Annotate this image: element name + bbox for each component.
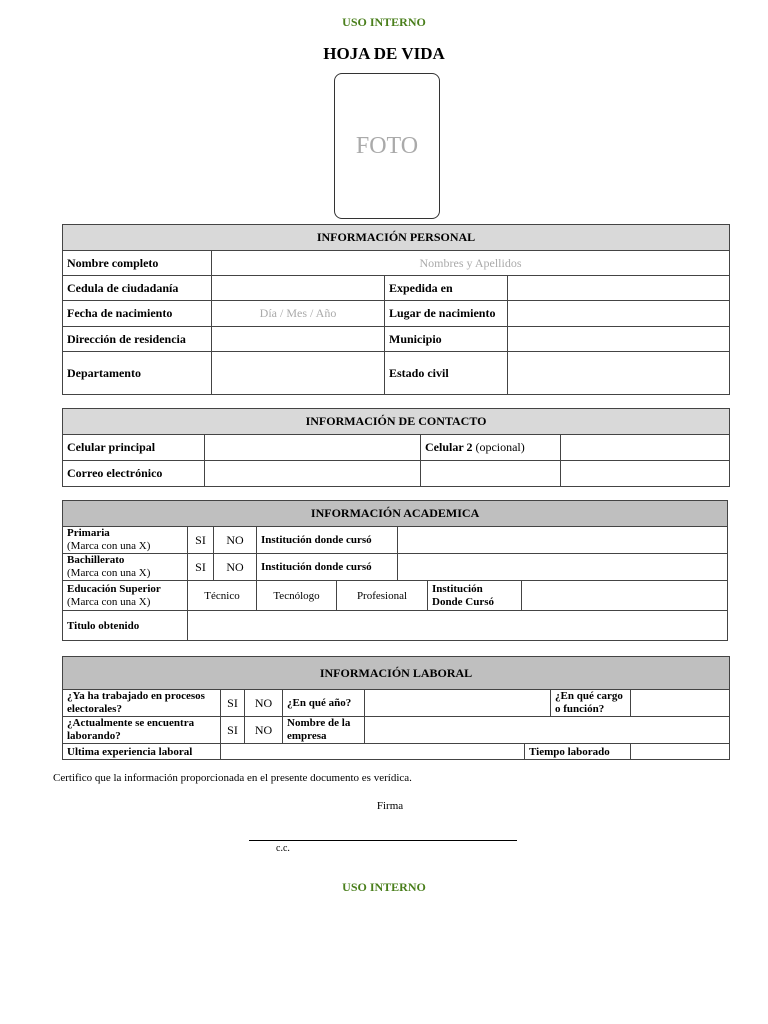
time-worked-field[interactable]	[631, 744, 730, 760]
certify-statement: Certifico que la información proporcionada en el presente documento es verídica.	[53, 772, 412, 784]
primary-institution-field[interactable]	[398, 527, 728, 554]
currently-no-checkbox[interactable]: NO	[245, 717, 283, 744]
internal-use-label-bottom: USO INTERNO	[342, 880, 426, 894]
contact-info-heading: INFORMACIÓN DE CONTACTO	[63, 409, 730, 435]
time-worked-label: Tiempo laborado	[525, 744, 631, 760]
technologist-option[interactable]: Tecnólogo	[257, 581, 337, 611]
primary-title: Primaria	[67, 527, 110, 539]
personal-info-heading: INFORMACIÓN PERSONAL	[63, 225, 730, 251]
email-extra-cell[interactable]	[421, 461, 561, 487]
photo-label: FOTO	[355, 132, 419, 159]
worked-no-checkbox[interactable]: NO	[245, 690, 283, 717]
what-role-label: ¿En qué cargo o función?	[551, 690, 631, 717]
birth-place-field[interactable]	[508, 301, 730, 327]
last-experience-label: Ultima experiencia laboral	[63, 744, 221, 760]
academic-info-heading: INFORMACIÓN ACADEMICA	[63, 501, 728, 527]
phone2-label-note: (opcional)	[472, 440, 525, 454]
cc-label: c.c.	[276, 843, 290, 854]
photo-placeholder[interactable]	[334, 73, 440, 219]
id-card-field[interactable]	[212, 276, 385, 301]
work-info-table	[62, 656, 730, 760]
municipality-label: Municipio	[385, 327, 508, 352]
worked-processes-label: ¿Ya ha trabajado en procesos electorales?	[63, 690, 221, 717]
primary-yes-checkbox[interactable]: SI	[188, 527, 214, 554]
higher-institution-label	[428, 581, 522, 611]
secondary-yes-checkbox[interactable]: SI	[188, 554, 214, 581]
higher-institution-line1: Institución	[432, 582, 483, 595]
academic-info-table	[62, 500, 728, 641]
municipality-field[interactable]	[508, 327, 730, 352]
civil-status-label: Estado civil	[385, 352, 508, 395]
last-experience-field[interactable]	[221, 744, 525, 760]
phone2-label-bold: Celular 2	[425, 440, 473, 454]
secondary-label	[63, 554, 188, 581]
primary-label	[63, 527, 188, 554]
signature-line[interactable]	[249, 840, 517, 841]
primary-note: (Marca con una X)	[67, 540, 151, 552]
main-phone-label: Celular principal	[63, 435, 205, 461]
address-label: Dirección de residencia	[63, 327, 212, 352]
higher-institution-line2: Donde Cursó	[432, 595, 495, 608]
birth-place-label: Lugar de nacimiento	[385, 301, 508, 327]
full-name-label: Nombre completo	[63, 251, 212, 276]
signature-label: Firma	[376, 800, 404, 812]
what-year-field[interactable]	[365, 690, 551, 717]
page-title: HOJA DE VIDA	[323, 44, 445, 63]
currently-yes-checkbox[interactable]: SI	[221, 717, 245, 744]
department-field[interactable]	[212, 352, 385, 395]
issued-in-label: Expedida en	[385, 276, 508, 301]
address-field[interactable]	[212, 327, 385, 352]
secondary-no-checkbox[interactable]: NO	[214, 554, 257, 581]
personal-info-table	[62, 224, 730, 395]
full-name-field[interactable]: Nombres y Apellidos	[212, 251, 730, 276]
degree-field[interactable]	[188, 611, 728, 641]
higher-ed-title: Educación Superior	[67, 582, 161, 595]
company-name-label: Nombre de la empresa	[283, 717, 365, 744]
birth-date-field[interactable]: Día / Mes / Año	[212, 301, 385, 327]
email-label: Correo electrónico	[63, 461, 205, 487]
higher-ed-note: (Marca con una X)	[67, 595, 151, 608]
issued-in-field[interactable]	[508, 276, 730, 301]
email-field[interactable]	[205, 461, 421, 487]
higher-institution-field[interactable]	[522, 581, 728, 611]
internal-use-label-top: USO INTERNO	[342, 15, 426, 29]
work-info-heading: INFORMACIÓN LABORAL	[63, 657, 730, 690]
birth-date-label: Fecha de nacimiento	[63, 301, 212, 327]
higher-ed-label	[63, 581, 188, 611]
secondary-note: (Marca con una X)	[67, 567, 151, 579]
primary-institution-label: Institución donde cursó	[257, 527, 398, 554]
currently-working-label: ¿Actualmente se encuentra laborando?	[63, 717, 221, 744]
degree-label: Titulo obtenido	[63, 611, 188, 641]
professional-option[interactable]: Profesional	[337, 581, 428, 611]
what-year-label: ¿En qué año?	[283, 690, 365, 717]
primary-no-checkbox[interactable]: NO	[214, 527, 257, 554]
what-role-field[interactable]	[631, 690, 730, 717]
main-phone-field[interactable]	[205, 435, 421, 461]
id-card-label: Cedula de ciudadanía	[63, 276, 212, 301]
civil-status-field[interactable]	[508, 352, 730, 395]
technical-option[interactable]: Técnico	[188, 581, 257, 611]
company-name-field[interactable]	[365, 717, 730, 744]
email-extra-cell-2[interactable]	[561, 461, 730, 487]
phone2-label	[421, 435, 561, 461]
phone2-field[interactable]	[561, 435, 730, 461]
secondary-title: Bachillerato	[67, 554, 125, 566]
secondary-institution-label: Institución donde cursó	[257, 554, 398, 581]
department-label: Departamento	[63, 352, 212, 395]
secondary-institution-field[interactable]	[398, 554, 728, 581]
worked-yes-checkbox[interactable]: SI	[221, 690, 245, 717]
contact-info-table	[62, 408, 730, 487]
